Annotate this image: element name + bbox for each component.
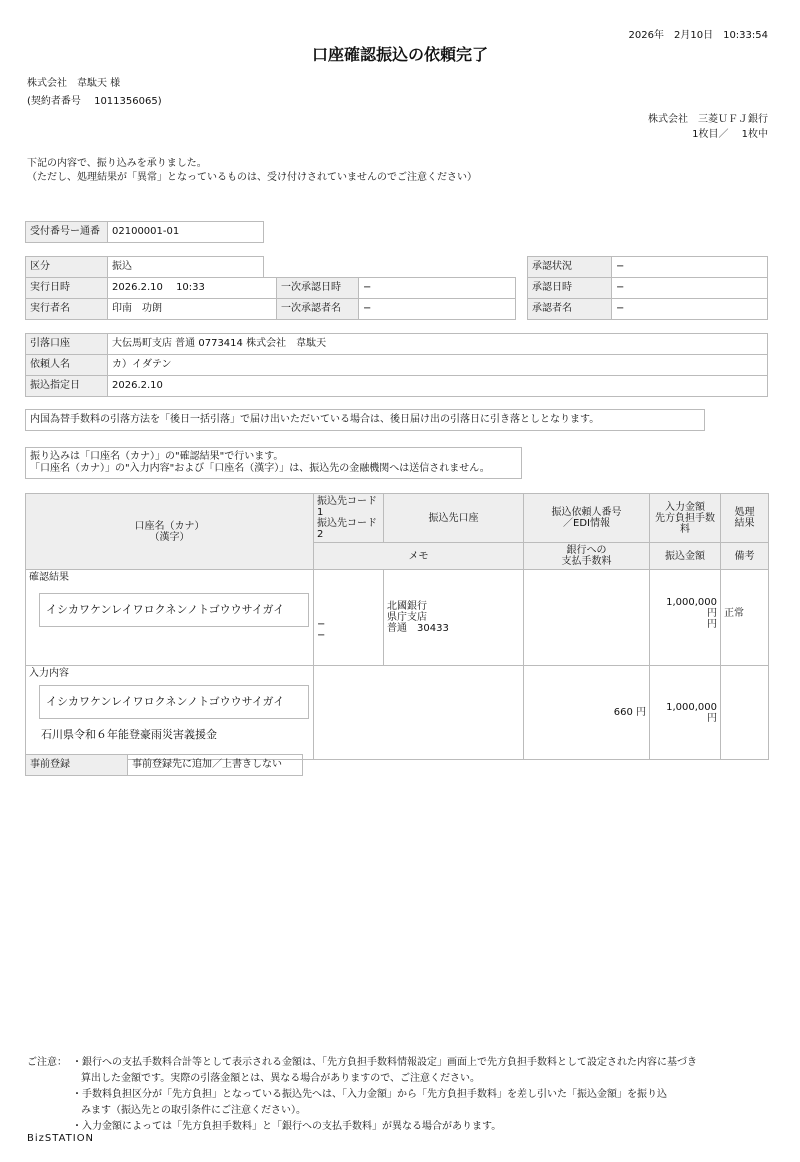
first-approval-date-value: −: [358, 277, 516, 299]
approval-status-label: 承認状況: [527, 256, 612, 278]
note-1b: 算出した金額です。実際の引落金額とは、異なる場合がありますので、ご注意ください。: [81, 1073, 480, 1084]
kubun-value: 振込: [107, 256, 264, 278]
transfer-table: [25, 493, 769, 760]
approval-status-value: −: [611, 256, 768, 278]
page-count: 1枚目／ 1枚中: [692, 129, 768, 140]
footer-brand: BizSTATION: [27, 1133, 95, 1144]
confirm-label: 確認結果: [29, 572, 69, 583]
first-approver-label: 一次承認者名: [276, 298, 359, 320]
confirm-bank: 北國銀行: [387, 601, 427, 612]
input-remarks: [721, 666, 769, 760]
header-transfer-amount: 振込金額: [650, 543, 721, 570]
confirm-acct: 普通 30433: [387, 623, 449, 634]
intro-line2: （ただし、処理結果が「異常」となっているものは、受け付けされていませんのでご注意ください）: [27, 172, 477, 183]
confirm-amount-cell: [650, 570, 721, 666]
input-kana: イシカワケンレイワロクネンノトゴウウサイガイ: [39, 685, 309, 719]
first-approval-date-label: 一次承認日時: [276, 277, 359, 299]
confirm-result: 正常: [721, 570, 769, 666]
input-label: 入力内容: [29, 668, 69, 679]
approval-date-label: 承認日時: [527, 277, 612, 299]
header-input-amount: 入力金額 先方負担手数料: [650, 494, 721, 543]
notes-head: ご注意：: [27, 1057, 67, 1068]
table-row-confirm: [26, 570, 769, 666]
executor-label: 実行者名: [25, 298, 108, 320]
transfer-date-label: 振込指定日: [25, 375, 108, 397]
kana-notice-line2: 「口座名（カナ）」の"入力内容"および「口座名（漢字）」は、振込先の金融機関へは送信されません。: [30, 463, 490, 474]
confirm-name-cell: [26, 570, 314, 666]
debit-account-value: 大伝馬町支店 普通 0773414 株式会社 韋駄天: [107, 333, 768, 355]
header-requester-number: 振込依頼人番号 ／EDI情報: [524, 494, 650, 543]
executor-value: 印南 功朗: [107, 298, 277, 320]
contract-number: (契約者番号 1011356065): [27, 96, 162, 107]
notes: [27, 1055, 777, 1135]
kubun-label: 区分: [25, 256, 108, 278]
confirm-kana: イシカワケンレイワロクネンノトゴウウサイガイ: [39, 593, 309, 627]
header-remarks: 備考: [721, 543, 769, 570]
confirm-amount: 1,000,000 円: [666, 597, 717, 619]
preregister-label: 事前登録: [25, 754, 128, 776]
transfer-date-value: 2026.2.10: [107, 375, 768, 397]
input-bank-fee: 660 円: [524, 666, 650, 760]
debit-account-label: 引落口座: [25, 333, 108, 355]
header-codes: 振込先コード1 振込先コード2: [314, 494, 384, 543]
kana-notice-line1: 振り込みは「口座名（カナ）」の"確認結果"で行います。: [30, 451, 284, 462]
bank-name: 株式会社 三菱ＵＦＪ銀行: [648, 114, 768, 125]
timestamp: 2026年 2月10日 10:33:54: [628, 30, 768, 41]
header-process-result: 処理 結果: [721, 494, 769, 543]
fee-notice: 内国為替手数料の引落方法を「後日一括引落」で届け出いただいている場合は、後日届け出の引落日に引き落としとなります。: [25, 409, 705, 431]
confirm-branch: 県庁支店: [387, 612, 427, 623]
confirm-fee: 円: [707, 619, 717, 630]
approver-value: −: [611, 298, 768, 320]
requester-value: カ）イダテン: [107, 354, 768, 376]
approval-date-value: −: [611, 277, 768, 299]
header-dest-account: 振込先口座: [384, 494, 524, 543]
first-approver-value: −: [358, 298, 516, 320]
header-bank-fee: 銀行への 支払手数料: [524, 543, 650, 570]
note-3: ・入力金額によっては「先方負担手数料」と「銀行への支払手数料」が異なる場合があります。: [72, 1121, 502, 1132]
confirm-codes: − −: [314, 570, 384, 666]
confirm-requester: [524, 570, 650, 666]
input-transfer-amount: 1,000,000 円: [650, 666, 721, 760]
page-title: 口座確認振込の依頼完了: [311, 45, 488, 64]
note-2a: ・手数料負担区分が「先方負担」となっている振込先へは、「入力金額」から「先方負担手数料」を差し引いた「振込金額」を振り込: [72, 1089, 667, 1100]
receipt-value: 02100001-01: [107, 221, 264, 243]
requester-label: 依頼人名: [25, 354, 108, 376]
confirm-dest-account: [384, 570, 524, 666]
intro-line1: 下記の内容で、振り込みを承りました。: [27, 158, 207, 169]
receipt-label: 受付番号ー通番: [25, 221, 108, 243]
note-2b: みます（振込先との取引条件にご注意ください）。: [81, 1105, 306, 1116]
header-memo: メモ: [314, 543, 524, 570]
exec-date-value: 2026.2.10 10:33: [107, 277, 277, 299]
customer-name: 株式会社 韋駄天 様: [27, 78, 121, 89]
input-name-cell: [26, 666, 314, 760]
input-kanji: 石川県令和６年能登豪雨災害義援金: [41, 728, 217, 741]
preregister-value: 事前登録先に追加／上書きしない: [127, 754, 303, 776]
header-account-name: 口座名（カナ） （漢字）: [26, 494, 314, 570]
input-memo: [314, 666, 524, 760]
kana-notice: [25, 447, 522, 479]
exec-date-label: 実行日時: [25, 277, 108, 299]
note-1a: ・銀行への支払手数料合計等として表示される金額は、「先方負担手数料情報設定」画面上で先方負担手数料として設定された内容に基づき: [72, 1057, 697, 1068]
table-row-input: [26, 666, 769, 760]
approver-label: 承認者名: [527, 298, 612, 320]
